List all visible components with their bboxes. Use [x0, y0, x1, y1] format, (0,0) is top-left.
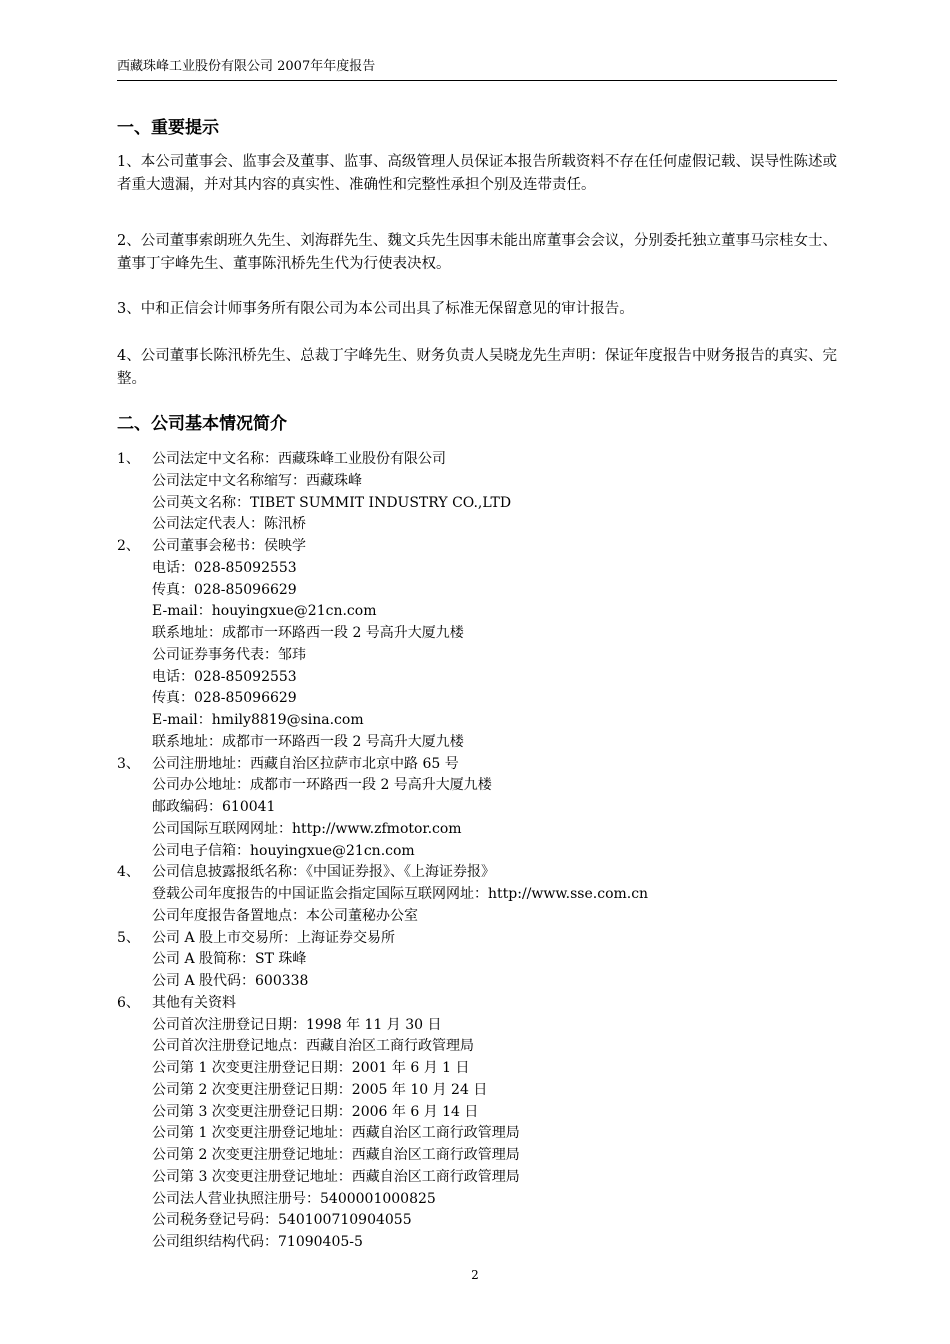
info-line: 公司法定中文名称：西藏珠峰工业股份有限公司 [152, 451, 446, 467]
info-line: 公司第 2 次变更注册登记地址：西藏自治区工商行政管理局 [152, 1147, 520, 1163]
info-group-number: 6、 [117, 994, 140, 1011]
info-line: 公司 A 股代码：600338 [152, 973, 309, 989]
info-line: 公司注册地址：西藏自治区拉萨市北京中路 65 号 [152, 755, 459, 772]
info-group-number: 4、 [117, 864, 140, 881]
info-line: 公司法人营业执照注册号：5400001000825 [152, 1190, 436, 1207]
info-group-number: 1、 [117, 451, 140, 467]
info-group-4 [117, 862, 837, 927]
info-line: 邮政编码：610041 [152, 799, 276, 815]
info-group-1 [117, 449, 837, 536]
info-line: 其他有关资料 [152, 994, 236, 1011]
info-line: 联系地址：成都市一环路西一段 2 号高升大厦九楼 [152, 733, 464, 750]
info-line: 公司英文名称：TIBET SUMMIT INDUSTRY CO.,LTD [152, 494, 512, 511]
info-line: 公司第 2 次变更注册登记日期：2005 年 10 月 24 日 [152, 1081, 488, 1098]
info-line: E-mail：hmily8819@sina.com [152, 712, 364, 728]
info-line: 公司年度报告备置地点：本公司董秘办公室 [152, 907, 418, 924]
info-line: 公司第 1 次变更注册登记日期：2001 年 6 月 1 日 [152, 1060, 470, 1076]
info-line: 电话：028-85092553 [152, 668, 297, 685]
section-title-important-notice: 一、重要提示 [117, 118, 219, 138]
company-info-list [117, 449, 837, 1254]
info-line: 公司证券事务代表：邹玮 [152, 646, 306, 663]
section-title-company-profile: 二、公司基本情况简介 [117, 414, 287, 434]
info-line: 联系地址：成都市一环路西一段 2 号高升大厦九楼 [152, 625, 464, 641]
info-line: E-mail：houyingxue@21cn.com [152, 603, 377, 620]
info-group-6 [117, 993, 837, 1254]
info-line: 公司组织结构代码：71090405-5 [152, 1234, 363, 1250]
info-line: 公司 A 股简称：ST 珠峰 [152, 951, 307, 968]
notice-paragraph-3: 3、中和正信会计师事务所有限公司为本公司出具了标准无保留意见的审计报告。 [117, 301, 634, 317]
info-group-number: 3、 [117, 755, 140, 772]
info-line: 传真：028-85096629 [152, 581, 297, 598]
page-number: 2 [471, 1268, 479, 1282]
page-header: 西藏珠峰工业股份有限公司 2007年年度报告 [117, 58, 837, 81]
info-line: 公司法定中文名称缩写：西藏珠峰 [152, 472, 362, 489]
info-line: 公司法定代表人：陈汛桥 [152, 516, 306, 533]
info-group-5 [117, 928, 837, 993]
info-line: 公司信息披露报纸名称：《中国证券报》、《上海证券报》 [152, 864, 495, 881]
info-group-number: 2、 [117, 538, 140, 554]
info-line: 公司第 3 次变更注册登记地址：西藏自治区工商行政管理局 [152, 1168, 520, 1185]
info-line: 传真：028-85096629 [152, 690, 297, 707]
info-line: 登载公司年度报告的中国证监会指定国际互联网网址：http://www.sse.com.cn [152, 886, 649, 902]
info-line: 公司首次注册登记日期：1998 年 11 月 30 日 [152, 1016, 442, 1033]
info-line: 公司电子信箱：houyingxue@21cn.com [152, 842, 415, 859]
notice-paragraph-4: 4、公司董事长陈汛桥先生、总裁丁宇峰先生、财务负责人吴晓龙先生声明：保证年度报告中财务报告的真实、完整。 [117, 348, 837, 387]
info-line: 电话：028-85092553 [152, 559, 297, 576]
info-line: 公司第 1 次变更注册登记地址：西藏自治区工商行政管理局 [152, 1125, 520, 1142]
info-group-3 [117, 754, 837, 863]
info-group-2 [117, 536, 837, 754]
info-line: 公司办公地址：成都市一环路西一段 2 号高升大厦九楼 [152, 777, 492, 794]
info-line: 公司第 3 次变更注册登记日期：2006 年 6 月 14 日 [152, 1103, 479, 1120]
info-line: 公司税务登记号码：540100710904055 [152, 1212, 412, 1229]
info-line: 公司董事会秘书：侯映学 [152, 538, 306, 554]
info-group-number: 5、 [117, 929, 140, 946]
notice-paragraph-1: 1、本公司董事会、监事会及董事、监事、高级管理人员保证本报告所载资料不存在任何虚假记载、误导性陈述或者重大遗漏，并对其内容的真实性、准确性和完整性承担个别及连带责任。 [117, 154, 837, 193]
notice-paragraph-2: 2、公司董事索朗班久先生、刘海群先生、魏文兵先生因事未能出席董事会会议，分别委托独立董事马宗桂女士、董事丁宇峰先生、董事陈汛桥先生代为行使表决权。 [117, 233, 837, 272]
info-line: 公司首次注册登记地点：西藏自治区工商行政管理局 [152, 1038, 474, 1055]
info-line: 公司国际互联网网址：http://www.zfmotor.com [152, 820, 462, 837]
info-line: 公司 A 股上市交易所：上海证券交易所 [152, 929, 396, 946]
